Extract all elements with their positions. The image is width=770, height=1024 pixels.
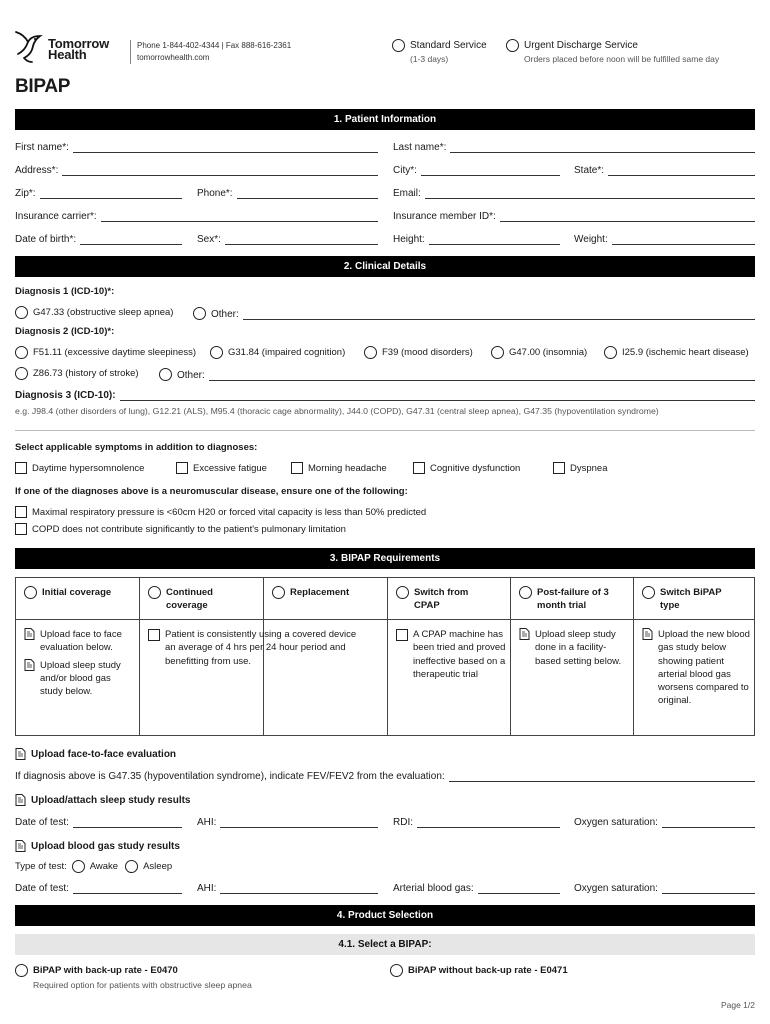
cpap-tried-checkbox[interactable]	[396, 629, 408, 641]
post-failure-option[interactable]	[519, 586, 609, 612]
upload-f2f-item[interactable]	[24, 628, 135, 655]
city-label: City*:	[393, 165, 417, 176]
fev-label: If diagnosis above is G47.35 (hypoventilation syndrome), indicate FEV/FEV2 from the evaluation:	[15, 771, 445, 782]
standard-service-radio[interactable]	[392, 39, 405, 52]
upload-new-blood-gas-text: Upload the new blood gas study below showing patient arterial blood gas worsens compared to original.	[658, 629, 750, 707]
neuro-option-copd[interactable]	[15, 523, 346, 535]
diagnosis-1-label: Diagnosis 1 (ICD-10)*:	[15, 286, 115, 297]
first-name-label: First name*:	[15, 142, 69, 153]
awake-label: Awake	[89, 861, 119, 872]
dx1-other-field[interactable]	[193, 306, 755, 320]
switch-from-cpap-option[interactable]	[396, 586, 468, 612]
type-of-test-group	[15, 860, 172, 873]
standard-service-sub: (1-3 days)	[410, 54, 449, 64]
initial-coverage-option[interactable]	[24, 586, 111, 599]
fev-input[interactable]	[449, 771, 755, 782]
symptom-hypersomnolence-label: Daytime hypersomnolence	[32, 462, 145, 474]
dob-field[interactable]	[15, 231, 182, 245]
dx2-other-input[interactable]	[209, 370, 755, 381]
oxygen2-field[interactable]	[574, 880, 755, 894]
weight-input[interactable]	[612, 234, 755, 245]
upload-sleep-blood-item[interactable]	[24, 659, 135, 699]
document-icon	[15, 748, 26, 760]
asleep-radio[interactable]	[125, 860, 138, 873]
insurance-member-id-input[interactable]	[500, 211, 755, 222]
city-input[interactable]	[421, 165, 560, 176]
website: tomorrowhealth.com	[137, 53, 210, 62]
bipap-e0470-option[interactable]	[15, 964, 178, 977]
continued-coverage-label-2: coverage	[166, 600, 208, 611]
symptom-cognitive-checkbox[interactable]	[413, 462, 425, 474]
upload-facility-sleep-text: Upload sleep study done in a facility-based setting below.	[535, 629, 622, 667]
initial-coverage-label: Initial coverage	[42, 587, 112, 598]
type-of-test-label: Type of test:	[15, 861, 67, 872]
address-label: Address*:	[15, 165, 59, 176]
symptoms-label: Select applicable symptoms in addition to diagnoses:	[15, 442, 258, 453]
cpap-tried-item[interactable]	[396, 628, 506, 681]
symptom-fatigue-label: Excessive fatigue	[193, 462, 267, 474]
dx1-other-input[interactable]	[243, 309, 755, 320]
insurance-member-id-field[interactable]	[393, 208, 755, 222]
bipap-e0470-label: BiPAP with back-up rate - E0470	[33, 965, 178, 976]
post-failure-radio[interactable]	[519, 586, 532, 599]
upload-f2f-evaluation[interactable]	[15, 748, 176, 760]
dx3-hint: e.g. J98.4 (other disorders of lung), G12.21 (ALS), M95.4 (thoracic cage abnormality), J44.0 (COPD), G47.31 (central sleep apnea), G47.35 (hypoventilation syndrome)	[15, 406, 659, 416]
switch-bipap-type-radio[interactable]	[642, 586, 655, 599]
consistent-use-item[interactable]	[148, 628, 383, 668]
dx2-other-field[interactable]	[159, 367, 755, 381]
dx2-f39-label: F39 (mood disorders)	[382, 347, 473, 358]
col-switch-from-cpap	[388, 578, 511, 735]
document-icon	[642, 628, 653, 640]
dx2-g3184-label: G31.84 (impaired cognition)	[228, 347, 346, 358]
brand-line-2: Health	[48, 47, 87, 62]
continued-coverage-radio[interactable]	[148, 586, 161, 599]
sex-field[interactable]	[197, 231, 378, 245]
dx2-g3184-radio[interactable]	[210, 346, 223, 359]
bipap-e0471-radio[interactable]	[390, 964, 403, 977]
standard-service-option[interactable]	[392, 39, 487, 64]
dx2-g3184-option[interactable]	[210, 346, 345, 359]
zip-field[interactable]	[15, 185, 182, 199]
dx2-z8673-label: Z86.73 (history of stroke)	[33, 368, 139, 379]
post-failure-label-2: month trial	[537, 600, 587, 611]
oxygen-label: Oxygen saturation:	[574, 817, 658, 828]
col-switch-bipap-type	[634, 578, 754, 735]
last-name-input[interactable]	[450, 142, 755, 153]
height-input[interactable]	[429, 234, 560, 245]
replacement-label: Replacement	[290, 587, 350, 598]
tomorrow-health-logo	[14, 28, 124, 66]
asleep-label: Asleep	[143, 861, 173, 872]
cpap-tried-text: A CPAP machine has been tried and proved ineffective based on a therapeutic trial	[413, 629, 506, 680]
replacement-radio[interactable]	[272, 586, 285, 599]
col-post-failure	[511, 578, 634, 735]
first-name-input[interactable]	[73, 142, 378, 153]
arterial-label: Arterial blood gas:	[393, 883, 474, 894]
urgent-service-option[interactable]	[506, 39, 719, 64]
neuromuscular-label: If one of the diagnoses above is a neuromuscular disease, ensure one of the following:	[15, 486, 408, 497]
ahi2-label: AHI:	[197, 883, 217, 894]
arterial-input[interactable]	[478, 883, 560, 894]
document-icon	[519, 628, 530, 640]
dx2-f5111-radio[interactable]	[15, 346, 28, 359]
dx2-z8673-radio[interactable]	[15, 367, 28, 380]
upload-f2f-text: Upload face to face evaluation below.	[40, 629, 122, 654]
upload-sleep-study-label: Upload/attach sleep study results	[31, 794, 191, 806]
switch-bipap-type-label-1: Switch BiPAP	[660, 587, 722, 598]
document-icon	[24, 628, 35, 640]
height-field[interactable]	[393, 231, 560, 245]
sex-input[interactable]	[225, 234, 378, 245]
consistent-use-checkbox[interactable]	[148, 629, 160, 641]
dx2-g4700-radio[interactable]	[491, 346, 504, 359]
upload-new-blood-gas-item[interactable]	[642, 628, 750, 708]
ahi2-field[interactable]	[197, 880, 378, 894]
dx2-f5111-option[interactable]	[15, 346, 196, 359]
address-field[interactable]	[15, 162, 378, 176]
oxygen2-label: Oxygen saturation:	[574, 883, 658, 894]
urgent-service-radio[interactable]	[506, 39, 519, 52]
symptom-dyspnea-checkbox[interactable]	[553, 462, 565, 474]
upload-facility-sleep-item[interactable]	[519, 628, 629, 668]
urgent-service-label: Urgent Discharge Service	[524, 40, 638, 52]
dx2-g4700-option[interactable]	[491, 346, 587, 359]
phone-field[interactable]	[197, 185, 378, 199]
last-name-label: Last name*:	[393, 142, 447, 153]
standard-service-label: Standard Service	[410, 40, 487, 52]
section-patient-information: 1. Patient Information	[15, 109, 755, 130]
city-field[interactable]	[393, 162, 560, 176]
divider	[15, 430, 755, 431]
consistent-use-text: Patient is consistently using a covered device an average of 4 hrs per 24 hour period and benefitting from use.	[165, 629, 357, 667]
phone-label: Phone*:	[197, 188, 233, 199]
blood-date-label: Date of test:	[15, 883, 69, 894]
dob-input[interactable]	[80, 234, 182, 245]
symptom-cognitive-label: Cognitive dysfunction	[430, 462, 521, 474]
section-bipap-requirements: 3. BIPAP Requirements	[15, 548, 755, 569]
switch-from-cpap-label-1: Switch from	[414, 587, 469, 598]
dx2-i259-label: I25.9 (ischemic heart disease)	[622, 347, 749, 358]
brand-name	[48, 38, 109, 60]
document-icon	[24, 659, 35, 671]
phone-input[interactable]	[237, 188, 378, 199]
phone-fax: Phone 1-844-402-4344 | Fax 888-616-2361	[137, 41, 292, 50]
neuro-copd-checkbox[interactable]	[15, 523, 27, 535]
fev-field[interactable]	[15, 768, 755, 782]
dx2-i259-radio[interactable]	[604, 346, 617, 359]
continued-coverage-label-1: Continued	[166, 587, 213, 598]
weight-label: Weight:	[574, 234, 608, 245]
switch-from-cpap-radio[interactable]	[396, 586, 409, 599]
neuro-copd-label: COPD does not contribute significantly to the patient's pulmonary limitation	[32, 523, 346, 535]
upload-f2f-evaluation-label: Upload face-to-face evaluation	[31, 748, 177, 760]
dx1-other-label: Other:	[211, 309, 239, 320]
first-name-field[interactable]	[15, 139, 378, 153]
insurance-carrier-field[interactable]	[15, 208, 378, 222]
awake-radio[interactable]	[72, 860, 85, 873]
dx1-g4733-label: G47.33 (obstructive sleep apnea)	[33, 307, 174, 318]
symptom-hypersomnolence[interactable]	[15, 462, 144, 474]
dx1-other-radio[interactable]	[193, 307, 206, 320]
brand-line-1: Tomorrow	[48, 36, 109, 51]
symptom-dyspnea[interactable]	[553, 462, 608, 474]
dob-label: Date of birth*:	[15, 234, 77, 245]
document-icon	[15, 840, 26, 852]
page-number: Page 1/2	[720, 1000, 755, 1010]
sleep-date-field[interactable]	[15, 814, 182, 828]
state-label: State*:	[574, 165, 605, 176]
bird-logo-icon	[14, 28, 46, 64]
symptom-fatigue-checkbox[interactable]	[176, 462, 188, 474]
email-field[interactable]	[393, 185, 755, 199]
diagnosis-2-label: Diagnosis 2 (ICD-10)*:	[15, 326, 115, 337]
bipap-e0471-option[interactable]	[390, 964, 568, 977]
col-initial-coverage	[16, 578, 140, 735]
contact-info	[130, 40, 291, 64]
symptom-dyspnea-label: Dyspnea	[570, 462, 608, 474]
ahi2-input[interactable]	[220, 883, 378, 894]
diagnosis-3-label: Diagnosis 3 (ICD-10):	[15, 390, 116, 401]
dx3-field[interactable]	[15, 387, 755, 401]
dx3-input[interactable]	[120, 390, 755, 401]
dx1-g4733-radio[interactable]	[15, 306, 28, 319]
sex-label: Sex*:	[197, 234, 221, 245]
bipap-e0470-radio[interactable]	[15, 964, 28, 977]
dx2-f39-radio[interactable]	[364, 346, 377, 359]
zip-label: Zip*:	[15, 188, 36, 199]
last-name-field[interactable]	[393, 139, 755, 153]
ahi-input[interactable]	[220, 817, 378, 828]
symptom-headache-label: Morning headache	[308, 462, 387, 474]
symptom-fatigue[interactable]	[176, 462, 267, 474]
state-input[interactable]	[608, 165, 755, 176]
symptom-cognitive[interactable]	[413, 462, 520, 474]
upload-sleep-study[interactable]	[15, 794, 191, 806]
switch-from-cpap-label-2: CPAP	[414, 600, 440, 611]
symptom-headache[interactable]	[291, 462, 387, 474]
sleep-date-input[interactable]	[73, 817, 182, 828]
neuro-pressure-checkbox[interactable]	[15, 506, 27, 518]
dx2-z8673-option[interactable]	[15, 367, 139, 380]
zip-input[interactable]	[40, 188, 182, 199]
dx2-f39-option[interactable]	[364, 346, 473, 359]
email-label: Email:	[393, 188, 421, 199]
requirements-table	[15, 577, 755, 736]
switch-bipap-type-option[interactable]	[642, 586, 722, 612]
continued-coverage-option[interactable]	[148, 586, 213, 612]
upload-blood-gas[interactable]	[15, 840, 180, 852]
ahi-label: AHI:	[197, 817, 217, 828]
state-field[interactable]	[574, 162, 755, 176]
email-input[interactable]	[425, 188, 755, 199]
neuro-pressure-label: Maximal respiratory pressure is <60cm H20 or forced vital capacity is less than 50% predicted	[32, 506, 427, 518]
rdi-label: RDI:	[393, 817, 413, 828]
replacement-option[interactable]	[272, 586, 349, 599]
sleep-date-label: Date of test:	[15, 817, 69, 828]
blood-date-input[interactable]	[73, 883, 182, 894]
insurance-carrier-input[interactable]	[101, 211, 378, 222]
bipap-e0471-label: BiPAP without back-up rate - E0471	[408, 965, 568, 976]
initial-coverage-radio[interactable]	[24, 586, 37, 599]
select-bipap-subheader: 4.1. Select a BIPAP:	[15, 934, 755, 955]
symptom-headache-checkbox[interactable]	[291, 462, 303, 474]
post-failure-label-1: Post-failure of 3	[537, 587, 609, 598]
dx2-f5111-label: F51.11 (excessive daytime sleepiness)	[33, 347, 196, 358]
form-title: BIPAP	[15, 76, 71, 97]
oxygen2-input[interactable]	[662, 883, 755, 894]
insurance-member-id-label: Insurance member ID*:	[393, 211, 496, 222]
oxygen-input[interactable]	[662, 817, 755, 828]
dx2-other-radio[interactable]	[159, 368, 172, 381]
section-clinical-details: 2. Clinical Details	[15, 256, 755, 277]
bipap-e0470-note: Required option for patients with obstructive sleep apnea	[33, 980, 252, 990]
rdi-field[interactable]	[393, 814, 560, 828]
symptom-hypersomnolence-checkbox[interactable]	[15, 462, 27, 474]
upload-blood-gas-label: Upload blood gas study results	[31, 840, 180, 852]
oxygen-field[interactable]	[574, 814, 755, 828]
urgent-service-sub: Orders placed before noon will be fulfilled same day	[524, 54, 720, 64]
weight-field[interactable]	[574, 231, 755, 245]
section-product-selection: 4. Product Selection	[15, 905, 755, 926]
ahi-field[interactable]	[197, 814, 378, 828]
arterial-field[interactable]	[393, 880, 560, 894]
insurance-carrier-label: Insurance carrier*:	[15, 211, 97, 222]
upload-sleep-blood-text: Upload sleep study and/or blood gas study below.	[40, 659, 121, 698]
blood-date-field[interactable]	[15, 880, 182, 894]
switch-bipap-type-label-2: type	[660, 600, 680, 611]
dx2-other-label: Other:	[177, 370, 205, 381]
dx2-i259-option[interactable]	[604, 346, 749, 359]
document-icon	[15, 794, 26, 806]
dx1-g4733-option[interactable]	[15, 306, 173, 319]
rdi-input[interactable]	[417, 817, 560, 828]
address-input[interactable]	[62, 165, 378, 176]
dx2-g4700-label: G47.00 (insomnia)	[509, 347, 588, 358]
neuro-option-pressure[interactable]	[15, 506, 426, 518]
height-label: Height:	[393, 234, 425, 245]
